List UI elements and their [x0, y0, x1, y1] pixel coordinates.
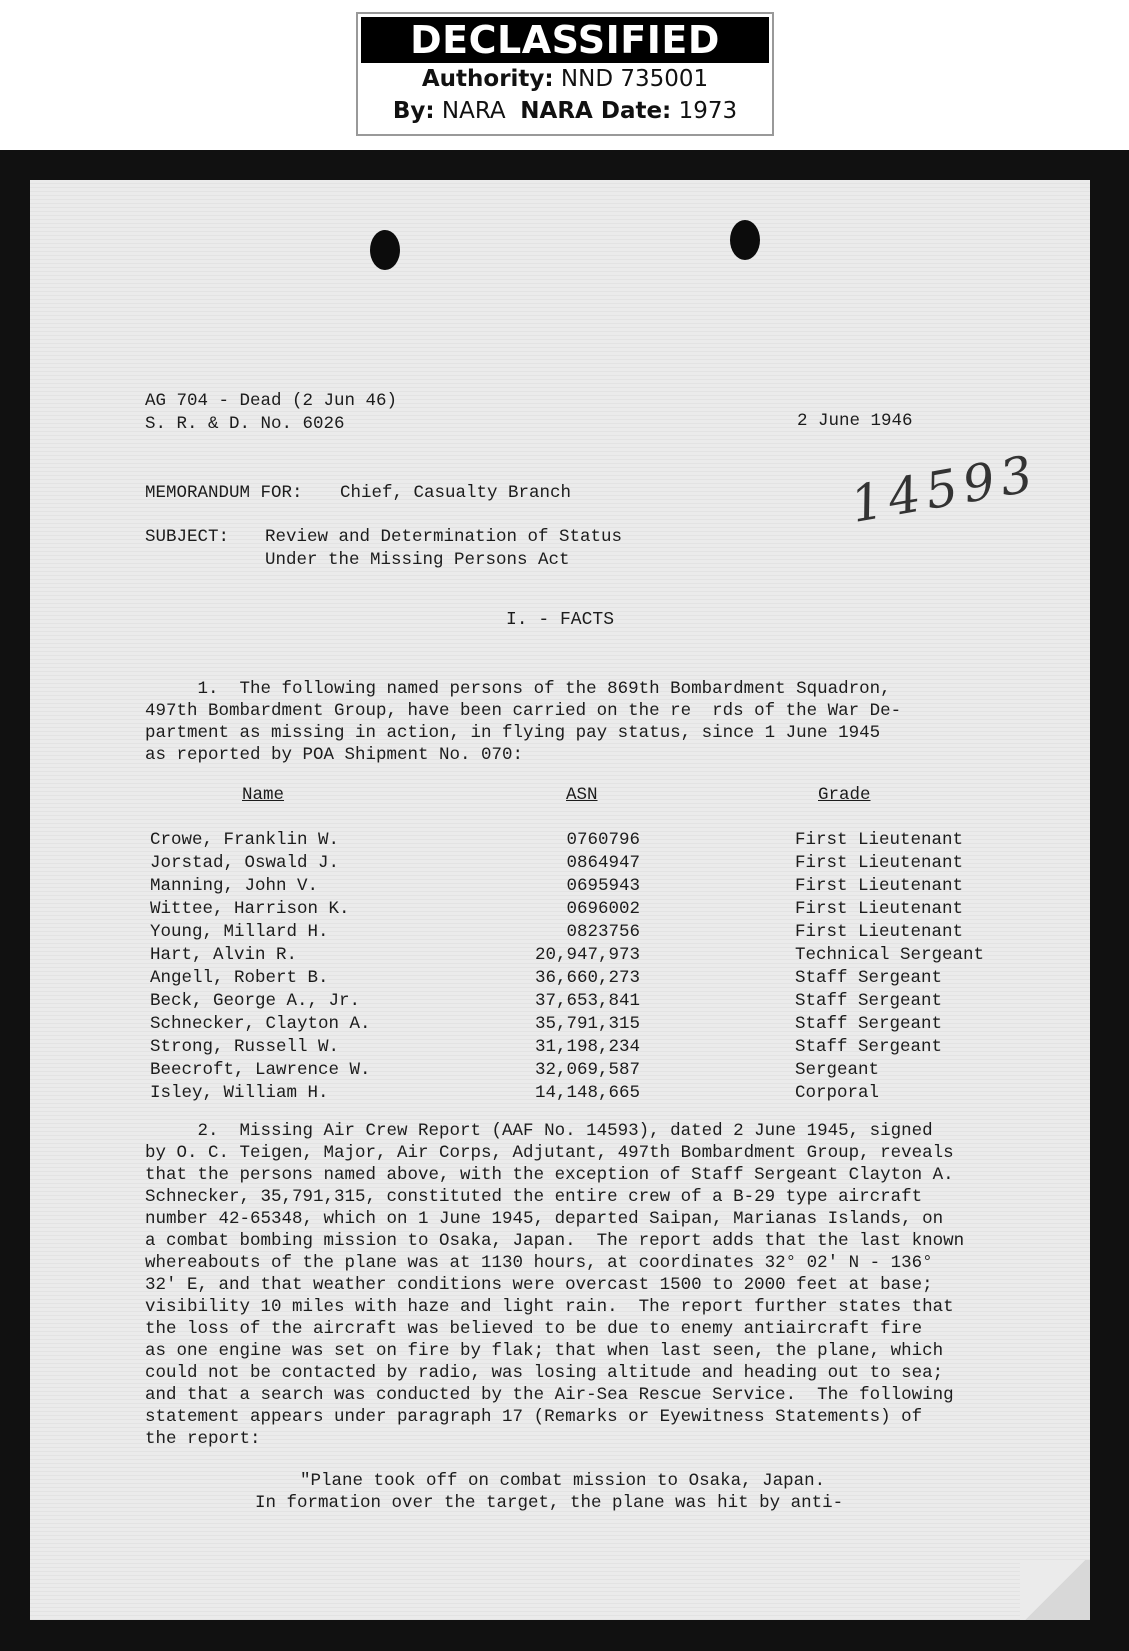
table-row	[150, 1060, 1050, 1083]
table-row	[150, 1037, 1050, 1060]
memo-date: 2 June 1946	[797, 411, 913, 431]
paragraph-2-line: visibility 10 miles with haze and light rain. The report further states that	[145, 1297, 954, 1317]
cell-grade: Staff Sergeant	[795, 1014, 943, 1034]
stamp-authority	[358, 63, 772, 95]
cell-asn: 0695943	[566, 876, 640, 896]
cell-asn: 31,198,234	[534, 1037, 640, 1057]
column-header-grade: Grade	[818, 785, 871, 805]
paragraph-2-line: and that a search was conducted by the Air-Sea Rescue Service. The following	[145, 1385, 954, 1405]
cell-grade: First Lieutenant	[795, 876, 964, 896]
cell-grade: Staff Sergeant	[795, 1037, 943, 1057]
cell-grade: Technical Sergeant	[795, 945, 985, 965]
reference-line-2: S. R. & D. No. 6026	[145, 414, 345, 434]
paragraph-2-line: 32' E, and that weather conditions were overcast 1500 to 2000 feet at base;	[145, 1275, 933, 1295]
table-row	[150, 830, 1050, 853]
cell-name: Schnecker, Clayton A.	[150, 1014, 371, 1034]
memo-for-value: Chief, Casualty Branch	[340, 483, 572, 503]
cell-grade: Staff Sergeant	[795, 968, 943, 988]
cell-name: Beck, George A., Jr.	[150, 991, 361, 1011]
cell-name: Crowe, Franklin W.	[150, 830, 340, 850]
table-row	[150, 922, 1050, 945]
subject-line-2: Under the Missing Persons Act	[265, 550, 570, 570]
cell-name: Beecroft, Lawrence W.	[150, 1060, 371, 1080]
subject-line-1: Review and Determination of Status	[265, 527, 623, 547]
table-row	[150, 876, 1050, 899]
cell-asn: 20,947,973	[534, 945, 640, 965]
subject-label: SUBJECT:	[145, 527, 230, 547]
stamp-title: DECLASSIFIED	[361, 17, 769, 63]
cell-asn: 0823756	[566, 922, 640, 942]
cell-asn: 37,653,841	[534, 991, 640, 1011]
stamp-by-value: NARA	[441, 98, 506, 124]
scanned-sheet	[0, 150, 1129, 1651]
paragraph-2-line: number 42-65348, which on 1 June 1945, departed Saipan, Marianas Islands, on	[145, 1209, 944, 1229]
cell-name: Wittee, Harrison K.	[150, 899, 350, 919]
paragraph-2-line: by O. C. Teigen, Major, Air Corps, Adjutant, 497th Bombardment Group, reveals	[145, 1143, 954, 1163]
paragraph-2-line: that the persons named above, with the exception of Staff Sergeant Clayton A.	[145, 1165, 954, 1185]
cell-asn: 0864947	[566, 853, 640, 873]
stamp-by-label: By:	[392, 98, 435, 124]
cell-name: Jorstad, Oswald J.	[150, 853, 340, 873]
cell-asn: 35,791,315	[534, 1014, 640, 1034]
table-row	[150, 1083, 1050, 1106]
paragraph-2-line: could not be contacted by radio, was losing altitude and heading out to sea;	[145, 1363, 944, 1383]
cell-name: Angell, Robert B.	[150, 968, 329, 988]
paragraph-2-line: as one engine was set on fire by flak; that when last seen, the plane, which	[145, 1341, 944, 1361]
punch-hole-right	[730, 220, 760, 260]
cell-grade: First Lieutenant	[795, 830, 964, 850]
cell-asn: 0696002	[566, 899, 640, 919]
cell-grade: Sergeant	[795, 1060, 880, 1080]
memo-for-label: MEMORANDUM FOR:	[145, 483, 303, 503]
memo-page	[30, 180, 1090, 1620]
paragraph-2-line: a combat bombing mission to Osaka, Japan. The report adds that the last known	[145, 1231, 965, 1251]
paragraph-2-line: the loss of the aircraft was believed to be due to enemy antiaircraft fire	[145, 1319, 923, 1339]
cell-grade: Staff Sergeant	[795, 991, 943, 1011]
paragraph-2-line: statement appears under paragraph 17 (Remarks or Eyewitness Statements) of	[145, 1407, 923, 1427]
handwritten-number: 14593	[846, 444, 1043, 534]
column-header-name: Name	[242, 785, 285, 805]
stamp-authority-label: Authority:	[421, 66, 554, 92]
paragraph-2-line: whereabouts of the plane was at 1130 hours, at coordinates 32° 02' N - 136°	[145, 1253, 933, 1273]
quote-line: In formation over the target, the plane was hit by anti-	[255, 1493, 844, 1513]
section-heading: I. - FACTS	[505, 610, 615, 630]
table-row	[150, 945, 1050, 968]
stamp-authority-value: NND 735001	[560, 66, 709, 92]
paragraph-2-line: 2. Missing Air Crew Report (AAF No. 14593), dated 2 June 1945, signed	[145, 1121, 933, 1141]
cell-asn: 14,148,665	[534, 1083, 640, 1103]
cell-name: Isley, William H.	[150, 1083, 329, 1103]
table-row	[150, 853, 1050, 876]
column-header-asn: ASN	[566, 785, 598, 805]
cell-name: Hart, Alvin R.	[150, 945, 298, 965]
cell-asn: 32,069,587	[534, 1060, 640, 1080]
paragraph-2-line: the report:	[145, 1429, 261, 1449]
reference-line-1: AG 704 - Dead (2 Jun 46)	[145, 391, 398, 411]
paragraph-1-line: partment as missing in action, in flying pay status, since 1 June 1945	[145, 723, 881, 743]
cell-name: Young, Millard H.	[150, 922, 329, 942]
stamp-date-label: NARA Date:	[520, 98, 672, 124]
paragraph-1-line: 497th Bombardment Group, have been carried on the re rds of the War De-	[145, 701, 902, 721]
cell-name: Manning, John V.	[150, 876, 319, 896]
paragraph-1-line: as reported by POA Shipment No. 070:	[145, 745, 524, 765]
cell-grade: First Lieutenant	[795, 853, 964, 873]
stamp-date-value: 1973	[678, 98, 738, 124]
cell-name: Strong, Russell W.	[150, 1037, 340, 1057]
cell-grade: First Lieutenant	[795, 899, 964, 919]
table-row	[150, 899, 1050, 922]
table-row	[150, 991, 1050, 1014]
punch-hole-left	[370, 230, 400, 270]
cell-grade: First Lieutenant	[795, 922, 964, 942]
quote-line: "Plane took off on combat mission to Osaka, Japan.	[300, 1471, 826, 1491]
declassified-stamp	[356, 12, 774, 136]
cell-grade: Corporal	[795, 1083, 880, 1103]
cell-asn: 36,660,273	[534, 968, 640, 988]
paragraph-1-line: 1. The following named persons of the 869th Bombardment Squadron,	[145, 679, 891, 699]
table-row	[150, 968, 1050, 991]
page-corner-fold	[1020, 1560, 1090, 1620]
stamp-by	[358, 95, 772, 127]
cell-asn: 0760796	[566, 830, 640, 850]
table-row	[150, 1014, 1050, 1037]
paragraph-2-line: Schnecker, 35,791,315, constituted the entire crew of a B-29 type aircraft	[145, 1187, 923, 1207]
